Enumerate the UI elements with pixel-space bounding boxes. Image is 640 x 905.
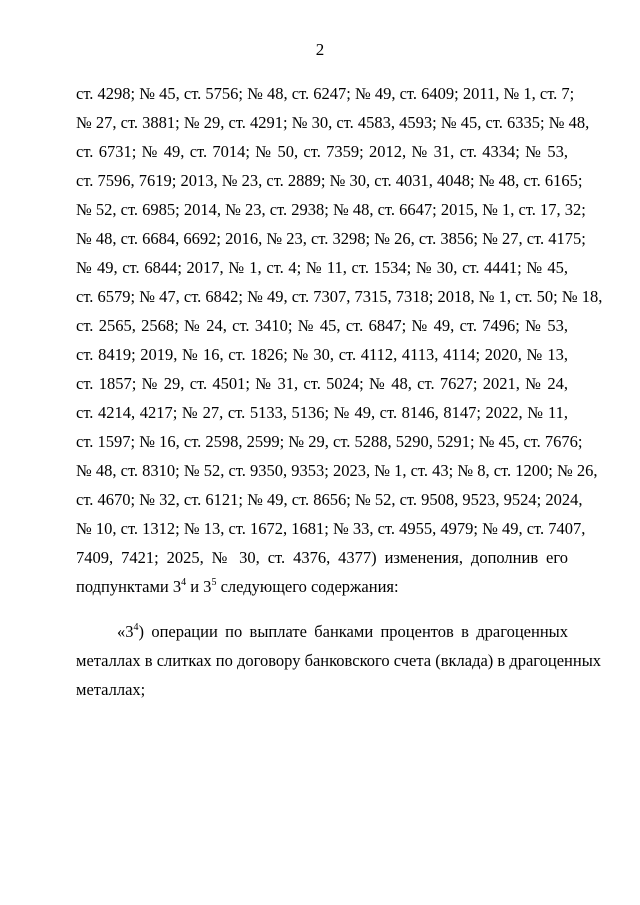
superscript: 4 [133,621,139,633]
paragraph-first-line-text: ) операции по выплате банками процентов в драгоценных [138,622,568,641]
text-line: № 48, ст. 8310; № 52, ст. 9350, 9353; 2023, № 1, ст. 43; № 8, ст. 1200; № 26, [76,461,598,480]
closing-line-end: следующего содержания: [216,577,399,596]
paragraph-last-line: металлах; [76,680,146,699]
text-line: ст. 8419; 2019, № 16, ст. 1826; № 30, ст. 4112, 4113, 4114; 2020, № 13, [76,345,568,364]
closing-line-middle: и 3 [186,577,212,596]
page-number: 2 [315,40,325,59]
text-line: ст. 6731; № 49, ст. 7014; № 50, ст. 7359; 2012, № 31, ст. 4334; № 53, [76,142,568,161]
paragraph-open: «3 [117,622,134,641]
text-line: № 52, ст. 6985; 2014, № 23, ст. 2938; № 48, ст. 6647; 2015, № 1, ст. 17, 32; [76,200,586,219]
text-line: ст. 2565, 2568; № 24, ст. 3410; № 45, ст. 6847; № 49, ст. 7496; № 53, [76,316,568,335]
text-line: ст. 6579; № 47, ст. 6842; № 49, ст. 7307, 7315, 7318; 2018, № 1, ст. 50; № 18, [76,287,603,306]
text-line: № 10, ст. 1312; № 13, ст. 1672, 1681; № 33, ст. 4955, 4979; № 49, ст. 7407, [76,519,586,538]
text-line: 7409, 7421; 2025, № 30, ст. 4376, 4377) изменения, дополнив его [76,548,568,567]
text-line: ст. 1857; № 29, ст. 4501; № 31, ст. 5024; № 48, ст. 7627; 2021, № 24, [76,374,568,393]
text-line: ст. 7596, 7619; 2013, № 23, ст. 2889; № 30, ст. 4031, 4048; № 48, ст. 6165; [76,171,583,190]
document-body [76,79,603,704]
closing-line [76,572,568,601]
superscript: 4 [181,576,187,588]
text-line: ст. 1597; № 16, ст. 2598, 2599; № 29, ст. 5288, 5290, 5291; № 45, ст. 7676; [76,432,583,451]
superscript: 5 [211,576,217,588]
text-line: № 49, ст. 6844; 2017, № 1, ст. 4; № 11, ст. 1534; № 30, ст. 4441; № 45, [76,258,568,277]
text-line: ст. 4298; № 45, ст. 5756; № 48, ст. 6247; № 49, ст. 6409; 2011, № 1, ст. 7; [76,84,575,103]
text-line: № 48, ст. 6684, 6692; 2016, № 23, ст. 3298; № 26, ст. 3856; № 27, ст. 4175; [76,229,586,248]
paragraph-first-line [76,617,568,646]
paragraph-line: металлах в слитках по договору банковского счета (вклада) в драгоценных [76,651,602,670]
text-line: ст. 4670; № 32, ст. 6121; № 49, ст. 8656; № 52, ст. 9508, 9523, 9524; 2024, [76,490,583,509]
closing-line-start: подпунктами 3 [76,577,182,596]
text-line: ст. 4214, 4217; № 27, ст. 5133, 5136; № 49, ст. 8146, 8147; 2022, № 11, [76,403,568,422]
text-line: № 27, ст. 3881; № 29, ст. 4291; № 30, ст. 4583, 4593; № 45, ст. 6335; № 48, [76,113,590,132]
paragraph-spacer [76,601,568,617]
